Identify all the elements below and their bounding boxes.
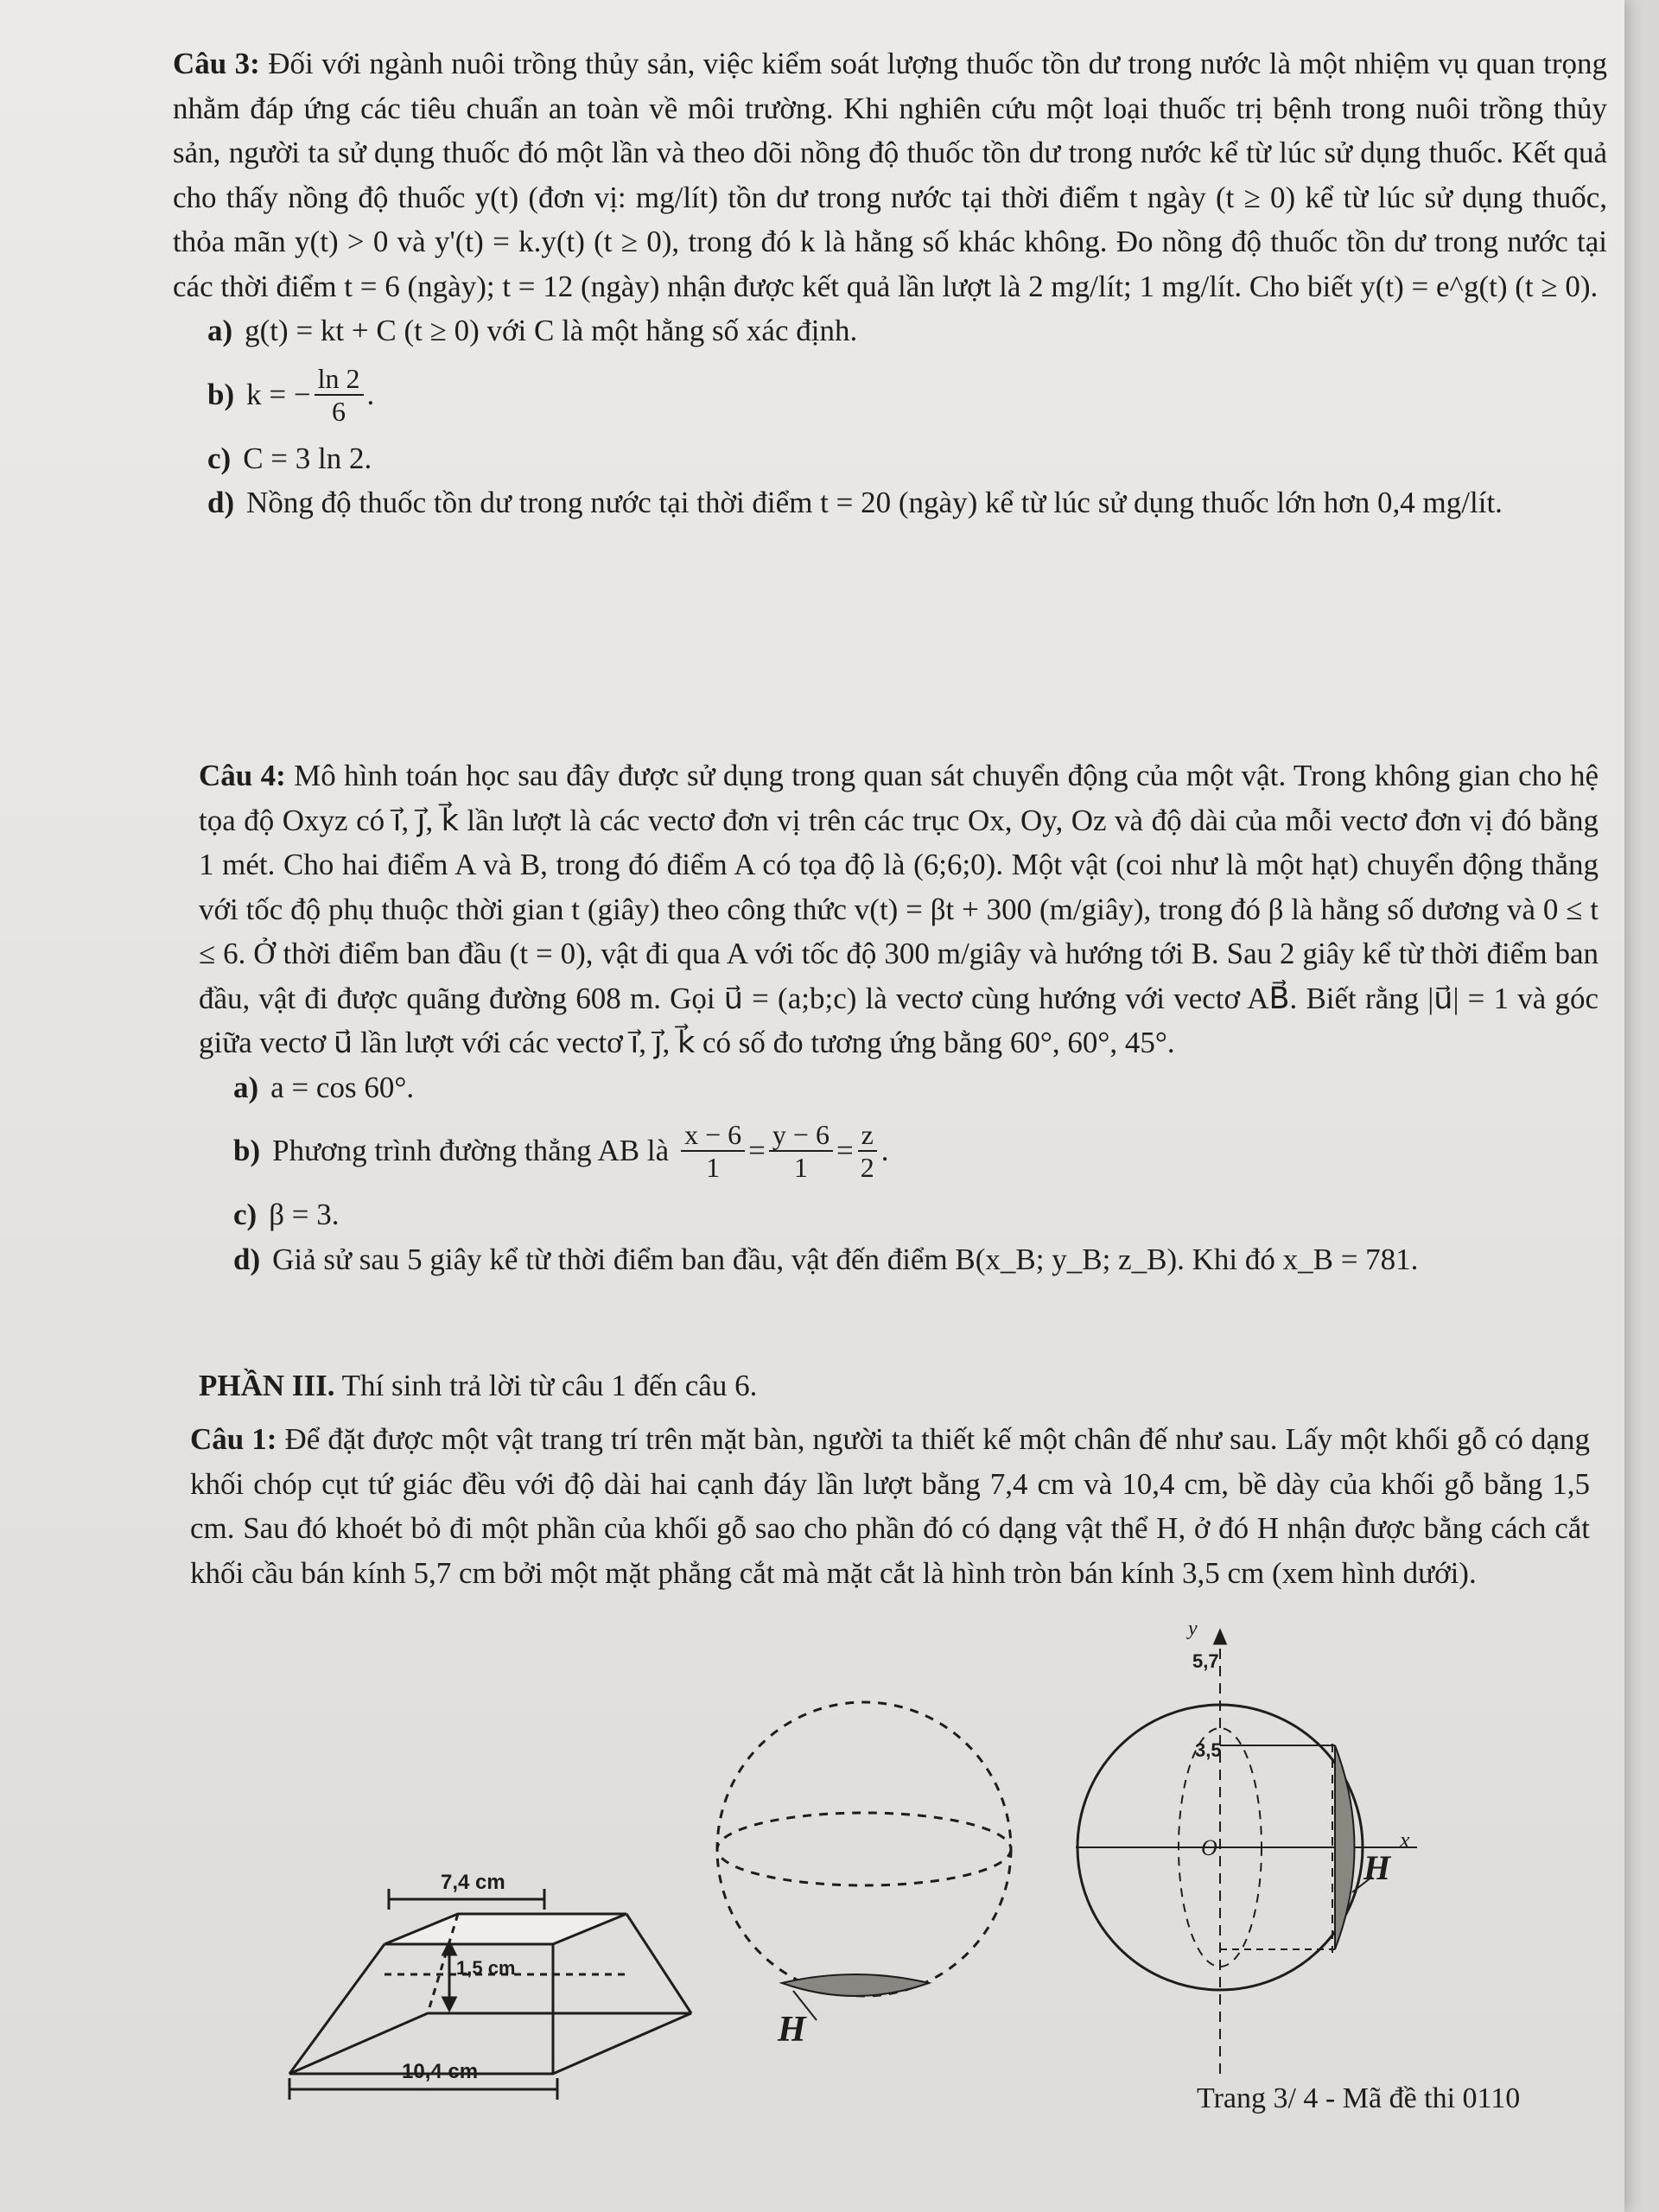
- option-label: b): [233, 1134, 261, 1168]
- part-3-heading: [199, 1363, 1599, 1408]
- fraction: [681, 1119, 745, 1183]
- option-label: c): [207, 441, 232, 475]
- option-text: β = 3.: [269, 1198, 340, 1231]
- question-4-option-b: b) Phương trình đường thẳng AB là $\frac{x - 6}{1}$ = $\frac{y - 6}{1}$ = $\frac{z}{2}$ .: [233, 1119, 889, 1183]
- part-3-text: Thí sinh trả lời từ câu 1 đến câu 6.: [341, 1369, 758, 1402]
- question-1-stem: [190, 1417, 1590, 1595]
- fraction: [315, 363, 364, 427]
- label-radius: 5,7: [1192, 1650, 1219, 1672]
- label-origin: O: [1201, 1835, 1217, 1860]
- option-text: g(t) = kt + C (t ≥ 0) với C là một hằng số xác định.: [245, 314, 858, 347]
- question-4: [199, 753, 1599, 1281]
- option-text: Phương trình đường thẳng AB là: [272, 1134, 670, 1168]
- label-y-axis: y: [1188, 1618, 1198, 1640]
- question-4-option-d: [233, 1237, 1599, 1282]
- option-text: a = cos 60°.: [270, 1070, 415, 1104]
- option-text: C = 3 ln 2.: [243, 441, 372, 475]
- question-3-option-d: [207, 480, 1607, 525]
- fraction-numerator: y − 6: [769, 1119, 833, 1152]
- option-label: a): [233, 1070, 259, 1104]
- question-3-label: Câu 3:: [173, 47, 260, 80]
- label-h2: H: [1363, 1848, 1391, 1887]
- fraction-denominator: 1: [793, 1152, 808, 1183]
- question-4-option-a: [233, 1065, 1599, 1110]
- option-label: b): [207, 377, 235, 411]
- label-x-axis: x: [1400, 1827, 1410, 1853]
- option-text: k = −: [246, 377, 311, 411]
- fraction: [857, 1119, 878, 1183]
- option-text: Giả sử sau 5 giây kể từ thời điểm ban đầu, vật đến điểm B(x_B; y_B; z_B). Khi đó x_B = 781.: [272, 1242, 1419, 1276]
- fraction-denominator: 1: [706, 1152, 721, 1183]
- fraction-denominator: 2: [860, 1152, 874, 1183]
- label-cut-radius: 3,5: [1195, 1739, 1222, 1761]
- question-4-text: Mô hình toán học sau đây được sử dụng trong quan sát chuyển động của một vật. Trong không gian cho hệ tọa độ Oxyz có i⃗, j⃗, k⃗ lần lượt là các vectơ đơn vị trên các trục Ox, Oy, Oz và độ dài của mỗi vectơ đơn vị đó bằng 1 mét. Cho hai điểm A và B, trong đó điểm A có tọa độ là (6;6;0). Một vật (coi như là một hạt) chuyển động thẳng với tốc độ phụ thuộc thời gian t (giây) theo công thức v(t) = βt + 300 (m/giây), trong đó β là hằng số dương và 0 ≤ t ≤ 6. Ở thời điểm ban đầu (t = 0), vật đi qua A với tốc độ 300 m/giây và hướng tới B. Sau 2 giây kể từ thời điểm ban đầu, vật đi được quãng đường 608 m. Gọi u⃗ = (a;b;c) là vectơ cùng hướng với vectơ AB⃗. Biết rằng |u⃗| = 1 và góc giữa vectơ u⃗ lần lượt với các vectơ i⃗, j⃗, k⃗ có số đo tương ứng bằng 60°, 60°, 45°.: [199, 759, 1599, 1059]
- label-h: H: [778, 2010, 806, 2050]
- question-3-option-c: [207, 436, 1607, 481]
- label-bottom-edge: 10,4 cm: [402, 2060, 479, 2083]
- question-1: [190, 1417, 1590, 1595]
- option-label: d): [207, 486, 235, 519]
- fraction: [769, 1119, 833, 1183]
- question-4-option-c: [233, 1192, 1599, 1237]
- fraction-numerator: x − 6: [681, 1119, 745, 1152]
- option-label: a): [207, 314, 233, 347]
- option-label: c): [233, 1198, 257, 1231]
- question-4-label: Câu 4:: [199, 759, 286, 792]
- fraction-numerator: ln 2: [315, 363, 364, 396]
- question-1-label: Câu 1:: [190, 1422, 277, 1456]
- question-3-text: Đối với ngành nuôi trồng thủy sản, việc kiểm soát lượng thuốc tồn dư trong nước là một nhiệm vụ quan trọng nhằm đáp ứng các tiêu chuẩn an toàn về môi trường. Khi nghiên cứu một loại thuốc trị bệnh trong nuôi trồng thủy sản, người ta sử dụng thuốc đó một lần và theo dõi nồng độ thuốc tồn dư trong nước kể từ lúc sử dụng thuốc. Kết quả cho thấy nồng độ thuốc y(t) (đơn vị: mg/lít) tồn dư trong nước tại thời điểm t ngày (t ≥ 0) kể từ lúc sử dụng thuốc, thỏa mãn y(t) > 0 và y'(t) = k.y(t) (t ≥ 0), trong đó k là hằng số khác không. Đo nồng độ thuốc tồn dư trong nước tại các thời điểm t = 6 (ngày); t = 12 (ngày) nhận được kết quả lần lượt là 2 mg/lít; 1 mg/lít. Cho biết y(t) = e^g(t) (t ≥ 0).: [173, 47, 1608, 303]
- fraction-denominator: 6: [332, 395, 346, 427]
- page-footer: Trang 3/ 4 - Mã đề thi 0110: [1197, 2082, 1521, 2114]
- question-3-option-b: b) k = − $\frac{\ln 2}{6}$ .: [207, 362, 375, 427]
- question-4-stem: [199, 753, 1599, 1065]
- option-text: Nồng độ thuốc tồn dư trong nước tại thời điểm t = 20 (ngày) kể từ lúc sử dụng thuốc lớn hơn 0,4 mg/lít.: [246, 486, 1503, 519]
- question-1-text: Để đặt được một vật trang trí trên mặt bàn, người ta thiết kế một chân đế như sau. Lấy một khối gỗ có dạng khối chóp cụt tứ giác đều với độ dài hai cạnh đáy lần lượt bằng 7,4 cm và 10,4 cm, bề dày của khối gỗ bằng 1,5 cm. Sau đó khoét bỏ đi một phần của khối gỗ sao cho phần đó có dạng vật thể H, ở đó H nhận được bằng cách cắt khối cầu bán kính 5,7 cm bởi một mặt phẳng cắt mà mặt cắt là hình tròn bán kính 3,5 cm (xem hình dưới).: [190, 1422, 1591, 1590]
- question-3-stem: [173, 41, 1607, 308]
- label-thickness: 1,5 cm: [456, 1957, 516, 1979]
- label-top-edge: 7,4 cm: [441, 1871, 505, 1894]
- fraction-numerator: z: [858, 1119, 877, 1152]
- question-3-option-a: [207, 308, 1607, 353]
- option-label: d): [233, 1242, 261, 1276]
- question-3: [173, 41, 1607, 525]
- part-3-title: PHẦN III.: [199, 1369, 335, 1402]
